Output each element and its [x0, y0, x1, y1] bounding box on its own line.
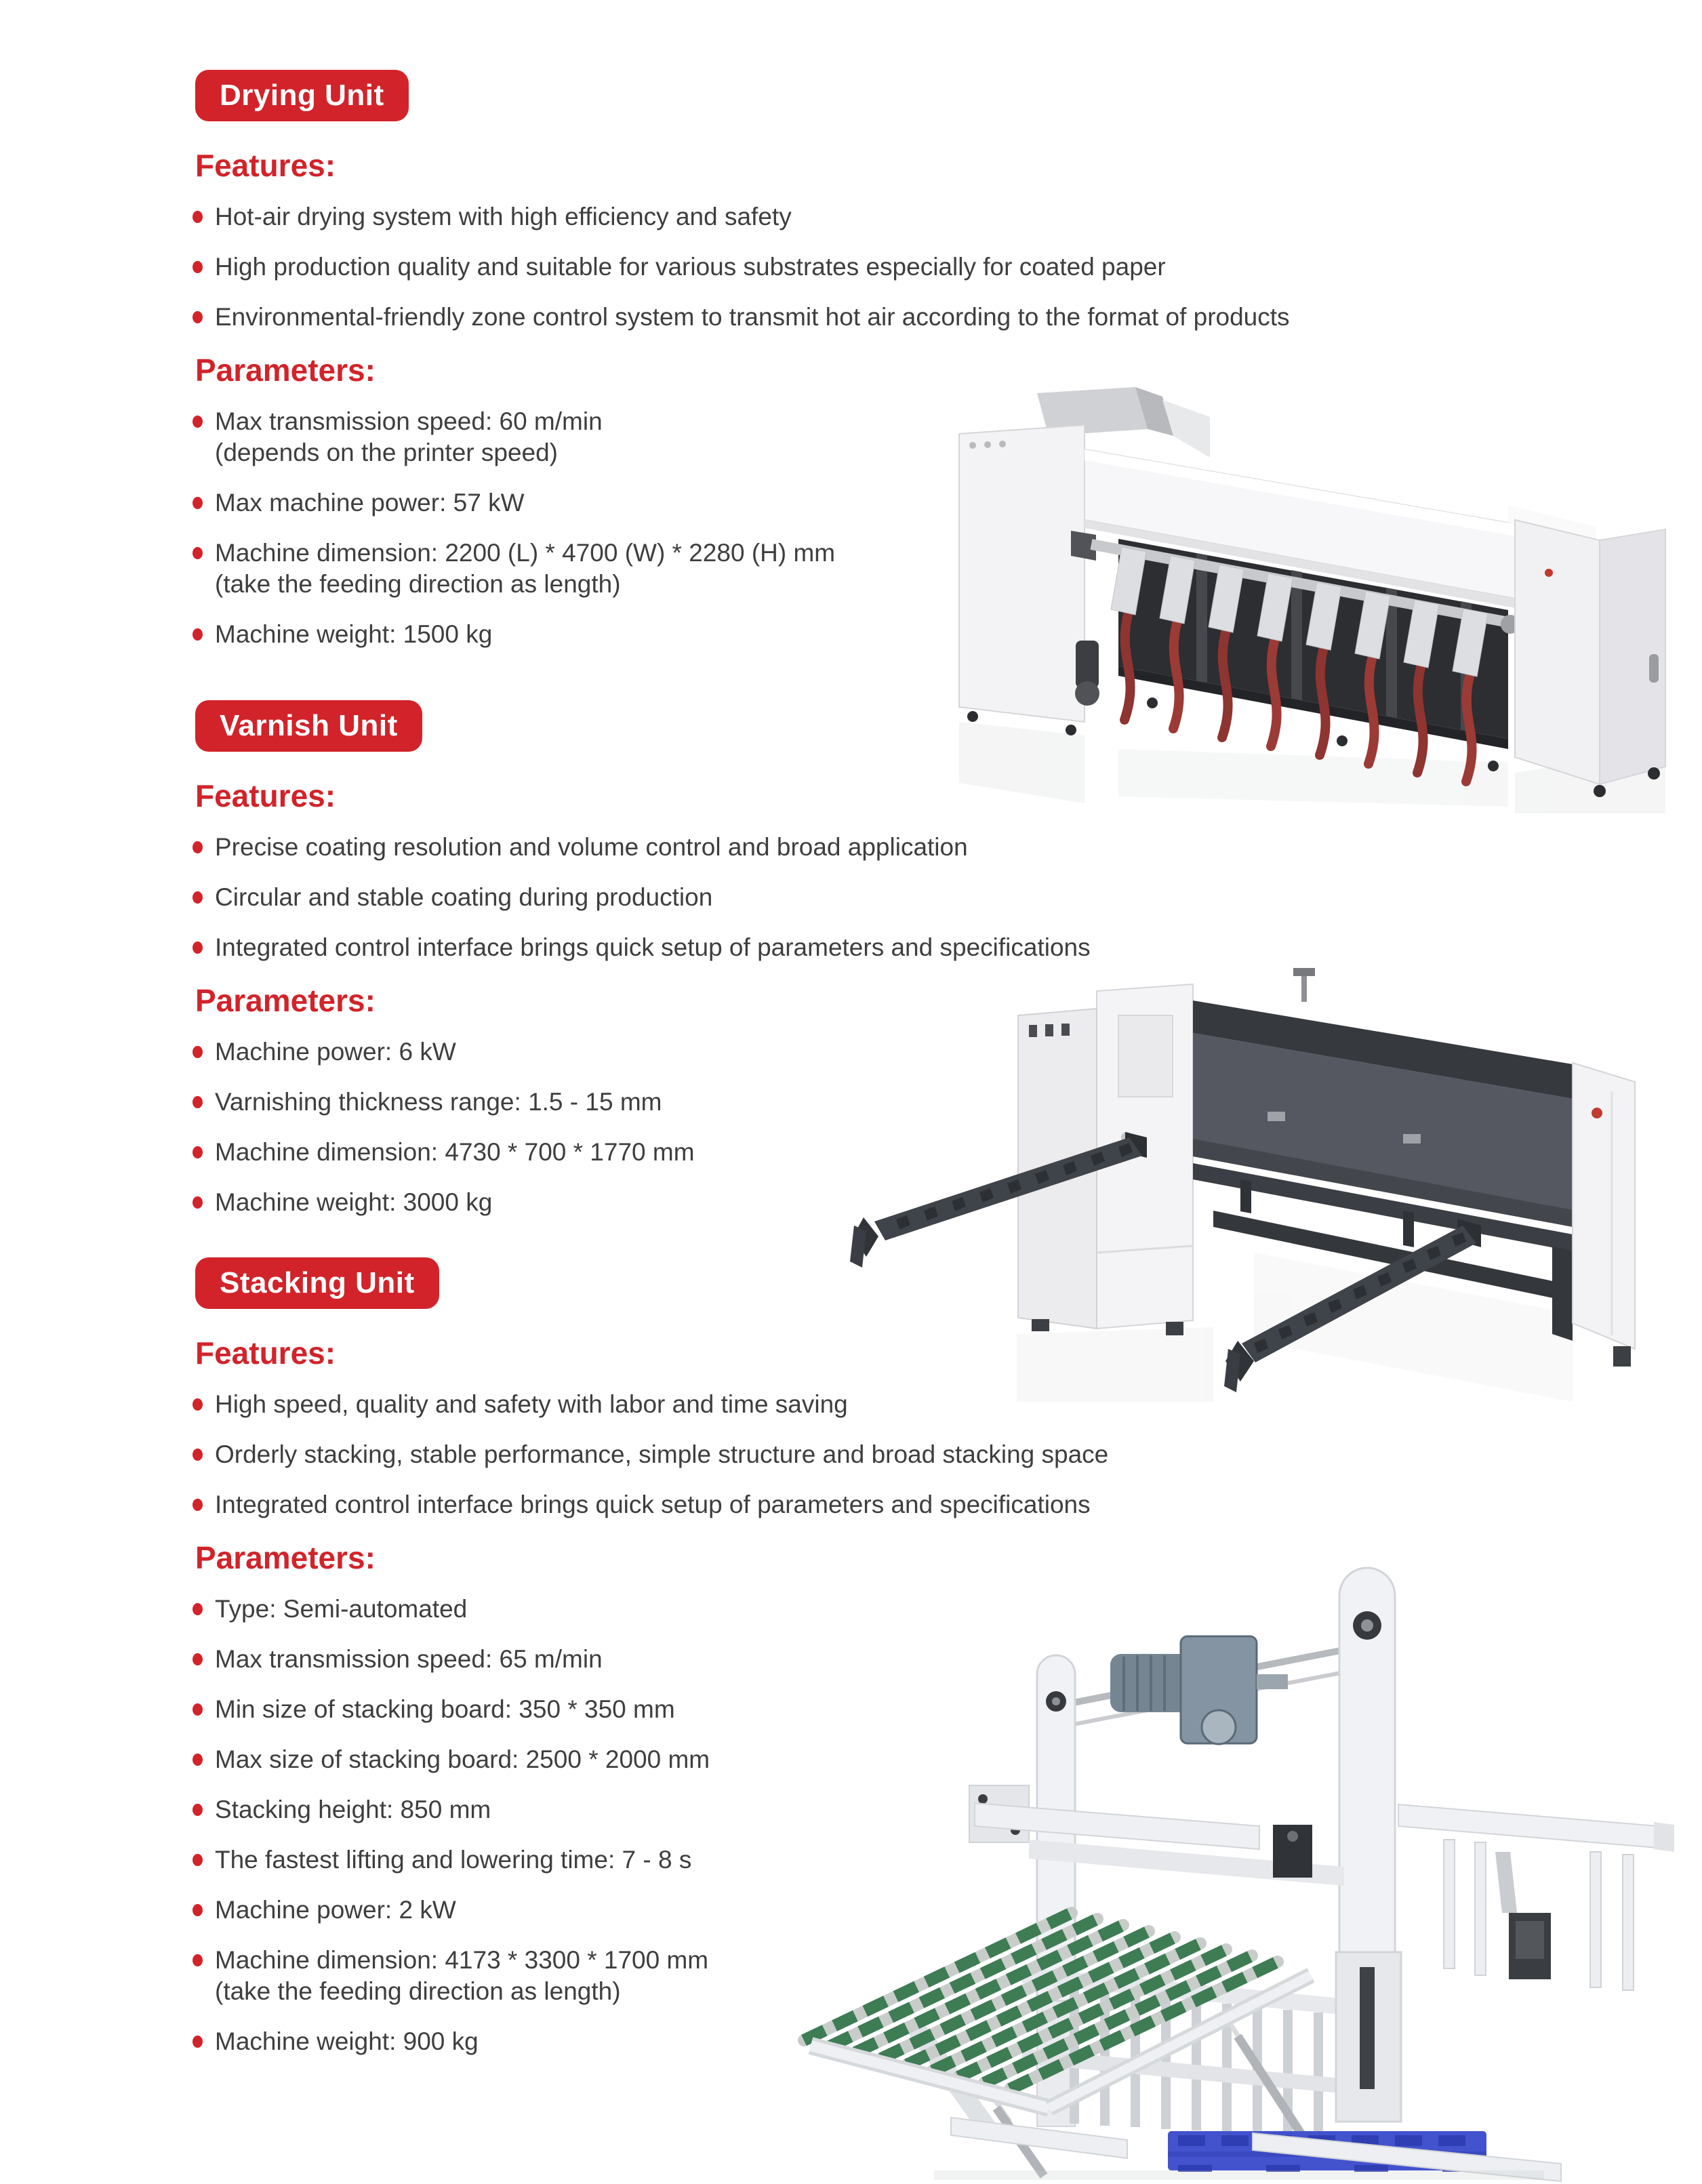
bullet-icon	[193, 416, 203, 428]
parameter-note: (depends on the printer speed)	[215, 439, 559, 466]
stacking-machine-right-post	[1339, 1568, 1395, 2008]
bullet-icon	[193, 1196, 203, 1209]
features-heading: Features:	[195, 148, 336, 183]
parameter-text: The fastest lifting and lowering time: 7 - 8 s	[215, 1846, 692, 1874]
bullet-icon	[193, 891, 203, 904]
feature-item	[193, 1489, 1385, 1520]
feature-item	[193, 251, 1385, 283]
stacking-unit-image	[731, 1533, 1700, 2183]
bullet-icon	[193, 1854, 203, 1866]
bullet-icon	[193, 1449, 203, 1461]
feature-text: Integrated control interface brings quick setup of parameters and specifications	[215, 1491, 1091, 1518]
bullet-icon	[193, 942, 203, 954]
varnish-machine-end-cabinet	[1573, 1063, 1635, 1367]
feature-text: Environmental-friendly zone control system to transmit hot air according to the format of products	[215, 303, 1290, 331]
drying-features-list	[193, 201, 1385, 333]
parameter-text: Machine dimension: 4173 * 3300 * 1700 mm	[215, 1946, 709, 1974]
bullet-icon	[193, 211, 203, 223]
parameter-text: Max machine power: 57 kW	[215, 489, 525, 517]
bullet-icon	[193, 1046, 203, 1058]
parameter-text: Max transmission speed: 60 m/min	[215, 407, 603, 435]
parameter-text: Machine weight: 900 kg	[215, 2027, 479, 2055]
parameter-text: Machine power: 2 kW	[215, 1896, 456, 1924]
feature-item	[193, 1439, 1385, 1470]
parameter-text: Machine power: 6 kW	[215, 1038, 456, 1066]
feature-item	[193, 201, 1385, 232]
parameter-text: Machine dimension: 2200 (L) * 4700 (W) * 2280 (H) mm	[215, 539, 836, 567]
bullet-icon	[193, 1954, 203, 1966]
bullet-icon	[193, 628, 203, 641]
features-heading: Features:	[195, 1335, 336, 1371]
drying-unit-badge: Drying Unit	[195, 70, 409, 121]
feature-text: Integrated control interface brings quick setup of parameters and specifications	[215, 933, 1091, 961]
bullet-icon	[193, 311, 203, 323]
parameter-text: Type: Semi-automated	[215, 1595, 468, 1623]
parameters-heading: Parameters:	[195, 352, 376, 388]
bullet-icon	[193, 1398, 203, 1411]
feature-item	[193, 832, 1385, 863]
parameter-text: Machine dimension: 4730 * 700 * 1770 mm	[215, 1138, 695, 1166]
bullet-icon	[193, 261, 203, 273]
bullet-icon	[193, 2036, 203, 2048]
bullet-icon	[193, 1754, 203, 1766]
parameter-text: Machine weight: 1500 kg	[215, 620, 493, 648]
parameter-text: Max size of stacking board: 2500 * 2000 mm	[215, 1745, 710, 1773]
parameters-heading: Parameters:	[195, 1540, 376, 1575]
parameters-heading: Parameters:	[195, 983, 376, 1018]
parameter-text: Varnishing thickness range: 1.5 - 15 mm	[215, 1088, 662, 1116]
feature-text: Circular and stable coating during production	[215, 883, 713, 911]
parameter-text: Machine weight: 3000 kg	[215, 1188, 493, 1216]
feature-item	[193, 302, 1385, 333]
stacking-features-list	[193, 1389, 1385, 1520]
bullet-icon	[193, 497, 203, 509]
stacking-unit-badge: Stacking Unit	[195, 1257, 439, 1309]
bullet-icon	[193, 1146, 203, 1158]
drying-machine-right-cabinet	[1508, 505, 1665, 797]
drying-unit-image	[918, 369, 1698, 813]
bullet-icon	[193, 1096, 203, 1108]
features-heading: Features:	[195, 778, 336, 813]
feature-text: Precise coating resolution and volume control and broad application	[215, 833, 968, 861]
bullet-icon	[193, 841, 203, 853]
bullet-icon	[193, 1804, 203, 1816]
feature-text: Hot-air drying system with high efficiency and safety	[215, 203, 792, 230]
stacking-machine-hangers	[1444, 1840, 1634, 1990]
bullet-icon	[193, 1653, 203, 1665]
parameter-text: Min size of stacking board: 350 * 350 mm	[215, 1695, 675, 1723]
feature-text: Orderly stacking, stable performance, simple structure and broad stacking space	[215, 1440, 1109, 1468]
feature-text: High speed, quality and safety with labor and time saving	[215, 1390, 848, 1418]
varnish-unit-image	[834, 934, 1700, 1402]
bullet-icon	[193, 1603, 203, 1615]
feature-item	[193, 882, 1385, 913]
bullet-icon	[193, 1499, 203, 1511]
varnish-unit-badge: Varnish Unit	[195, 700, 422, 752]
parameter-note: (take the feeding direction as length)	[215, 570, 621, 598]
bullet-icon	[193, 547, 203, 559]
bullet-icon	[193, 1703, 203, 1716]
parameter-text: Stacking height: 850 mm	[215, 1796, 491, 1823]
bullet-icon	[193, 1904, 203, 1916]
parameter-note: (take the feeding direction as length)	[215, 1977, 621, 2005]
feature-text: High production quality and suitable for various substrates especially for coated paper	[215, 253, 1166, 281]
parameter-text: Max transmission speed: 65 m/min	[215, 1645, 603, 1673]
